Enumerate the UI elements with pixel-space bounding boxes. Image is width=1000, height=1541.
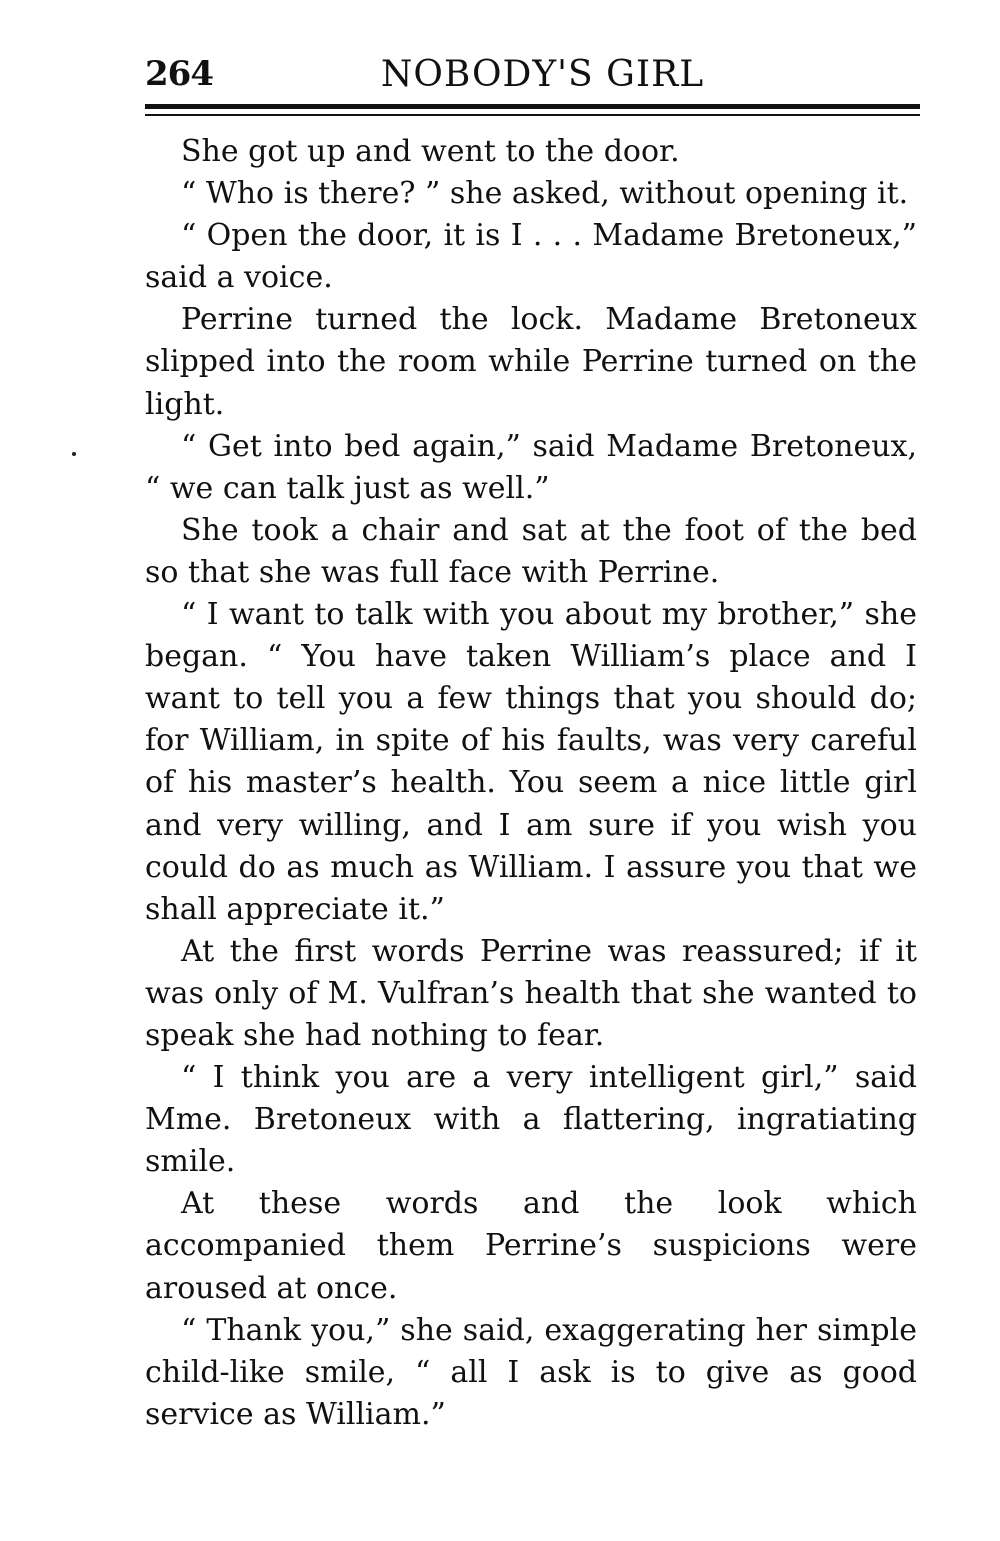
header-rule-thin — [145, 114, 920, 116]
paragraph: “ I want to talk with you about my brother,” she began. “ You have taken William’s place and I want to tell you a few things that you should do; for William, in spite of his faults, was very careful of his master’s health. You seem a nice little girl and very willing, and I am sure if you wish you could do as much as William. I assure you that we shall appreciate it.” — [145, 597, 917, 927]
paragraph: “ Open the door, it is I . . . Madame Bretoneux,” said a voice. — [145, 218, 917, 296]
page-header — [145, 48, 920, 98]
margin-mark — [72, 452, 76, 456]
body-text — [145, 131, 917, 1436]
paragraph: “ I think you are a very intelligent girl,” said Mme. Bretoneux with a flattering, ingratiating smile. — [145, 1060, 917, 1180]
paragraph: “ Who is there? ” she asked, without opening it. — [181, 176, 909, 212]
paragraph: “ Get into bed again,” said Madame Bretoneux, “ we can talk just as well.” — [145, 428, 917, 506]
page-number: 264 — [145, 54, 213, 94]
header-rule-thick — [145, 104, 920, 109]
paragraph: “ Thank you,” she said, exaggerating her simple child-like smile, “ all I ask is to give as good service as William.” — [145, 1312, 917, 1432]
paragraph: Perrine turned the lock. Madame Bretoneux slipped into the room while Perrine turned on the light. — [145, 302, 917, 422]
paragraph: At the first words Perrine was reassured; if it was only of M. Vulfran’s health that she wanted to speak she had nothing to fear. — [145, 933, 917, 1053]
paragraph: She took a chair and sat at the foot of the bed so that she was full face with Perrine. — [145, 512, 917, 590]
paragraph: At these words and the look which accompanied them Perrine’s suspicions were aroused at once. — [145, 1186, 917, 1306]
running-title: NOBODY'S GIRL — [380, 54, 705, 95]
paragraph: She got up and went to the door. — [181, 134, 680, 169]
